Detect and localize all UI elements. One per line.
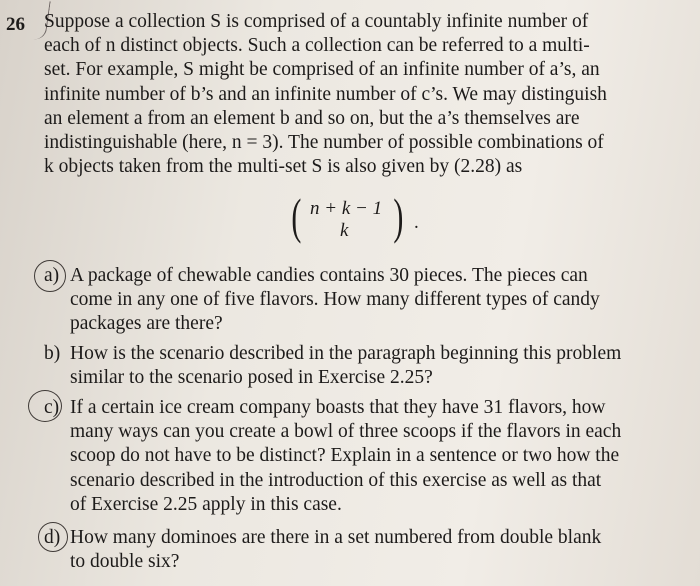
part-label: a) bbox=[44, 265, 60, 286]
formula-denominator: k bbox=[340, 220, 349, 241]
part-line: A package of chewable candies contains 30 pieces. The pieces can bbox=[70, 265, 588, 286]
formula-left-paren: ( bbox=[291, 188, 302, 244]
part-line: scenario described in the introduction of this exercise as well as that bbox=[70, 469, 602, 491]
part-line: How is the scenario described in the paragraph beginning this problem bbox=[70, 343, 622, 364]
part-line: How many dominoes are there in a set numbered from double blank bbox=[70, 527, 602, 548]
formula-numerator: n + k − 1 bbox=[310, 198, 383, 219]
part-line: similar to the scenario posed in Exercise 2.25? bbox=[70, 367, 433, 389]
part-body bbox=[70, 396, 682, 517]
part-label: b) bbox=[44, 343, 61, 364]
part-line: packages are there? bbox=[70, 313, 223, 335]
intro-line: an element a from an element b and so on, but the a’s themselves are bbox=[44, 107, 580, 129]
part-body bbox=[70, 264, 682, 337]
intro-line: indistinguishable (here, n = 3). The number of possible combinations of bbox=[44, 132, 604, 154]
part-label: c) bbox=[44, 397, 60, 418]
part-line: come in any one of five flavors. How many different types of candy bbox=[70, 289, 600, 311]
problem-number: 26 bbox=[6, 14, 25, 35]
formula-right-paren: ) bbox=[393, 188, 404, 244]
intro-line: k objects taken from the multi-set S is also given by (2.28) as bbox=[44, 156, 523, 178]
part-line: to double six? bbox=[70, 551, 180, 573]
intro-line: Suppose a collection S is comprised of a countably infinite number of bbox=[44, 11, 589, 32]
intro-line: each of n distinct objects. Such a collection can be referred to a multi- bbox=[44, 35, 590, 57]
intro-line: set. For example, S might be comprised of an infinite number of a’s, an bbox=[44, 59, 600, 81]
part-body bbox=[70, 342, 682, 390]
binomial-formula bbox=[291, 188, 419, 248]
part-line: of Exercise 2.25 apply in this case. bbox=[70, 493, 342, 515]
part-body bbox=[70, 526, 682, 574]
formula-period: . bbox=[414, 212, 419, 233]
part-line: scoop do not have to be distinct? Explain in a sentence or two how the bbox=[70, 445, 620, 467]
part-line: many ways can you create a bowl of three scoops if the flavors in each bbox=[70, 421, 622, 443]
problem-intro bbox=[44, 10, 672, 179]
intro-line: infinite number of b’s and an infinite number of c’s. We may distinguish bbox=[44, 83, 607, 105]
part-label: d) bbox=[44, 527, 61, 548]
part-line: If a certain ice cream company boasts that they have 31 flavors, how bbox=[70, 397, 606, 418]
